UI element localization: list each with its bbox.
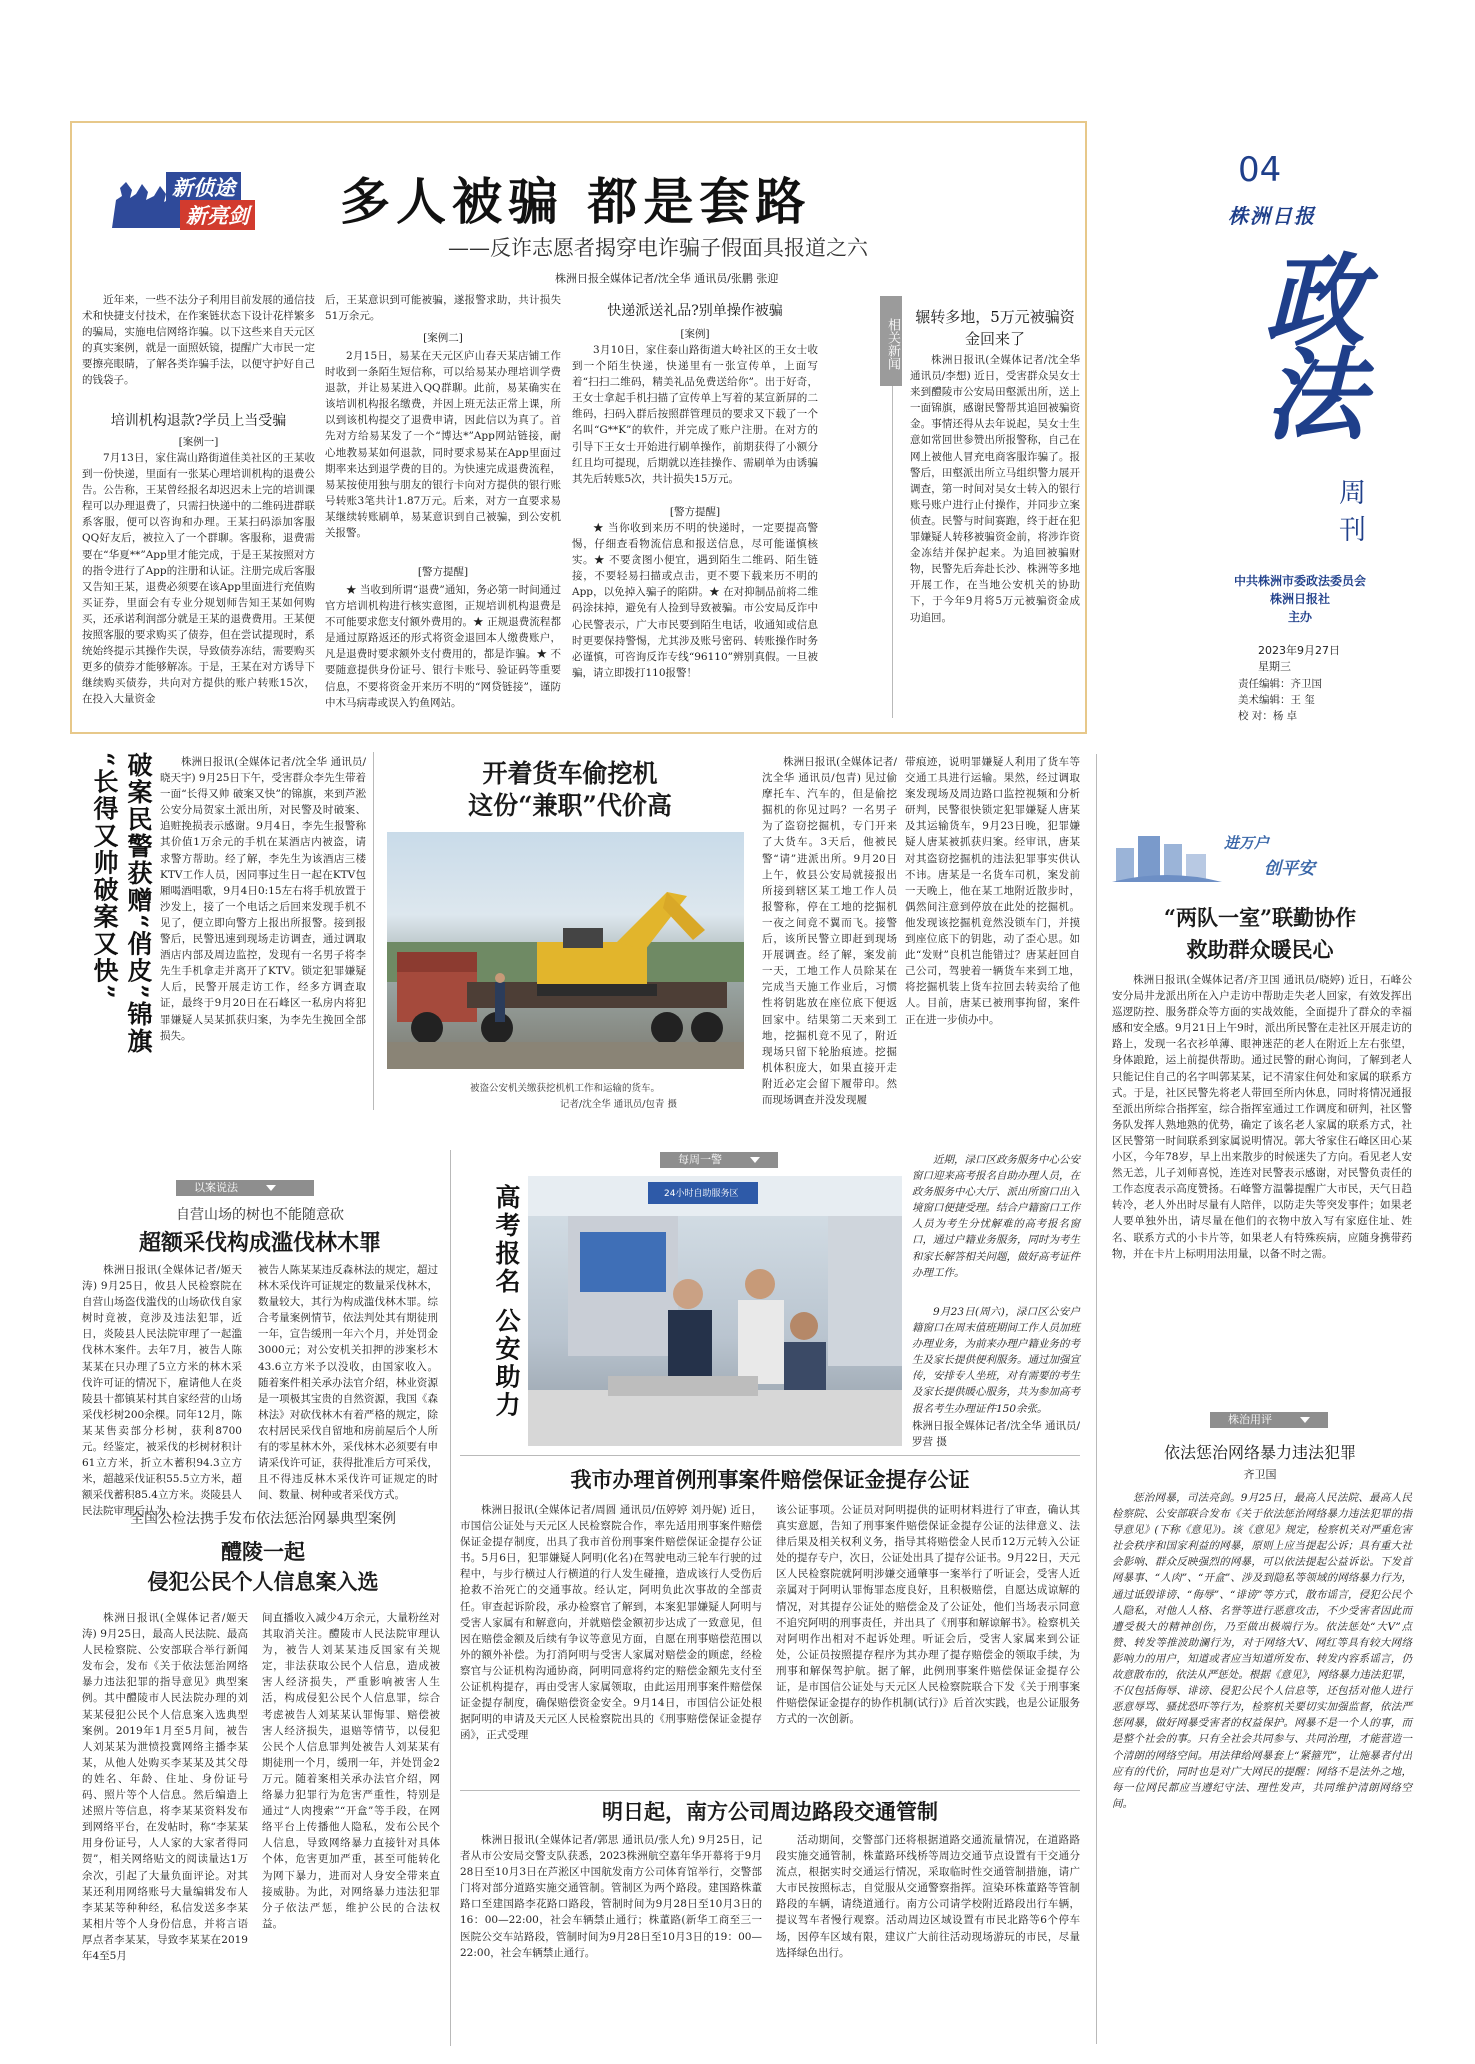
proof-credit: 校 对：杨 卓 (1238, 710, 1298, 722)
sponsor-line1: 中共株洲市委政法委员会 (1233, 574, 1366, 588)
huoche-photo-caption: 被盗公安机关缴获挖机机工作和运输的货车。 (470, 1083, 661, 1094)
baozhengjin-body-col1: 株洲日报讯(全媒体记者/周圆 通讯员/伍婷婷 刘丹妮) 近日，市国信公证处与天元区人民检察院合作，率先适用刑事案件赔偿保证金提存制度，出具了我市首份刑事案件赔偿保证金提存公证书。5月6日，犯罪嫌疑人阿明(化名)在驾驶电动三轮车行驶的过程中，与步行横过人行横道的行人发生碰撞，造成该行人受伤后抢救不治死亡的交通事故。经认定，阿明负此次事故的全部责任。审查起诉阶段，承办检察官了解到，本案犯罪嫌疑人阿明与受害人家属有和解意向，并就赔偿金额初步达成了一致意见，但因在赔偿金额及后续有争议等意见方面，自愿在刑事赔偿范围以外的额外补偿。为打消阿明与受害人家属对赔偿金的顾虑，经检察官与公证机构沟通协商，阿明同意将约定的赔偿金额先支付至公证机构提存，再由受害人家属领取，由此运用刑事案件赔偿保证金提存制度，确保赔偿资金安全。9月14日，市国信公证处根据阿明的申请及天元区人民检察院出具的《刑事赔偿保证金提存函》，正式受理 (460, 1504, 762, 1742)
lower-horizontal-divider (460, 1790, 1080, 1791)
yian-tag (176, 1180, 314, 1196)
sponsor-line3: 主办 (1287, 610, 1312, 624)
lead-col3-body: 3月10日，家住泰山路街道大岭社区的王女士收到一个陌生快递，快递里有一张宣传单，上面写着“扫扫二维码，精美礼品免费送给你”。出于好奇，王女士拿起手机扫描了宣传单上写着的某宣新屏的二维码，扫码入群后按照群管理员的要求又下载了一个名叫“G**K”的软件，并完成了账户注册。在对方的引导下王女士开始进行刷单操作，前期获得了小额分红且均可提现，后期就以连挂操作、需刷单为由诱骗其先后转账5次，共计损失15万元。 (572, 344, 818, 485)
page-number: 04 (1238, 150, 1282, 190)
zhiwang-tag (1210, 1412, 1328, 1428)
pingan-logo (1112, 828, 1412, 884)
lead-col3-tips-label: [警方提醒] (669, 506, 721, 518)
left-column-divider (450, 1150, 451, 2046)
pingan-body: 株洲日报讯(全媒体记者/齐卫国 通讯员/晓婷) 近日，石峰公安分局井龙派出所在入户走访中帮助走失老人回家，有效发挥出巡逻防控、服务群众等方面的实战效能，全面提升了群众的幸福感和安全感。9月21日上午9时，派出所民警在走社区开展走访的路上，发现一名衣衫单薄、眼神迷茫的老人在附近上左右张望，身体踉跄，运上前提供帮助。通过民警的耐心询问，了解到老人只能记住自己的名字叫郭某某，记不清家住何处和家属的联系方式。于是，社区民警先将老人带回至所内休息，同时将情况通报至派出所综合指挥室，综合指挥室通过工作调度和研判，社区警务队发挥人熟地熟的优势，确定了该名老人家属的联系方式，社区民警第一时间联系到家属说明情况。郭大爷家住石峰区田心某小区，今年78岁，早上出来散步的时候迷失了方向。看见老人安然无恙，儿子刘师喜悦，连连对民警表示感谢，对民警负责任的工作态度表示高度赞扬。石峰警方温馨提醒广大市民，天气日趋转冷，老人外出时尽量有人陪伴，以防走失等突发事件；如果老人要单独外出，请尽量在他们的衣物中放入写有家庭住址、姓名、联系方式的小卡片等，如果老人有特殊疾病，应随身携带药物，并在卡片上标明用法用量，以备不时之需。 (1112, 974, 1412, 1260)
series-logo-line2: 新亮剑 (180, 200, 255, 230)
building-icon (1112, 830, 1222, 882)
pingan-title2: 救助群众暖民心 (1186, 937, 1334, 962)
excavator-photo (387, 832, 744, 1069)
huoche-title1: 开着货车偷挖机 (482, 759, 658, 788)
yian-kicker: 自营山场的树也不能随意砍 (176, 1207, 344, 1223)
designer-credit: 美术编辑：王 玺 (1238, 694, 1315, 706)
chevron-down-icon (1300, 1417, 1310, 1423)
issue-weekday: 星期三 (1258, 660, 1291, 673)
gaokao-tag (660, 1152, 778, 1168)
section-title: 政法 (1248, 248, 1366, 436)
lead-col2-continuation: 后，王某意识到可能被骗，遂报警求助，共计损失51万余元。 (325, 294, 561, 323)
jinqi-title: 破案民警获赠“俏皮”锦旗 (124, 752, 153, 1055)
sponsor-line2: 株洲日报社 (1269, 592, 1330, 606)
gaokao-title: 高考报名 公安助力 (492, 1184, 521, 1420)
issue-date: 2023年9月27日 (1258, 644, 1340, 657)
gaokao-tag-label: 每周一警 (678, 1153, 722, 1166)
pingan-logo-line2: 创平安 (1264, 859, 1315, 879)
related-news-title: 辗转多地，5万元被骗资金回来了 (915, 308, 1075, 348)
gaokao-photo-label: 24小时自助服务区 (664, 1189, 739, 1199)
related-news-tag: 相关新闻 (880, 296, 902, 386)
gongyi-title1: 醴陵一起 (221, 1539, 305, 1564)
zhiwang-body: 惩治网暴，司法亮剑。9月25日，最高人民法院、最高人民检察院、公安部联合发布《关于依法惩治网络暴力违法犯罪的指导意见》(下称《意见》)。该《意见》规定，检察机关对严重危害社会秩序和国家利益的网暴，原则上应当提起公诉；具有重大社会影响、群众反映强烈的网暴，可以依法提起公益诉讼。下发首网暴事、“人肉”、“开盒”、涉及到隐私等领域的网络暴力行为，通过诋毁诽谤、“侮辱”、“诽谤”等方式，散布谣言，侵犯公民个人隐私，对他人人格、名誉等进行恶意攻击，不少受害者因此而遭受极大的精神创伤，乃至做出极端行为。依法惩处“大V”点赞、转发等推波助澜行为，对于网络大V、网红等具有较大网络影响力的用户，知道或者应当知道所发布、转发内容系谣言，仍故意散布的，依法从严惩处。根据《意见》，网络暴力违法犯罪，不仅包括侮辱、诽谤、侵犯公民个人信息等，还包括对他人进行恶意辱骂、骚扰恐吓等行为，检察机关要切实加强监督，依法严惩网暴，做好网暴受害者的权益保护。网暴不是一个人的事，而是整个社会的事。只有全社会共同参与、共同治理，才能营造一个清朗的网络空间。用法律给网暴套上“紧箍咒”，让施暴者付出应有的代价，同时也是对广大网民的提醒：网络不是法外之地，每一位网民都应当遵纪守法、理性发声，共同维护清朗网络空间。 (1112, 1492, 1412, 1810)
lead-subtitle: ——反诈志愿者揭穿电诈骗子假面具报道之六 (448, 236, 868, 260)
zhiwang-title: 依法惩治网络暴力违法犯罪 (1163, 1443, 1356, 1462)
lead-col1-heading: 培训机构退款?学员上当受骗 (110, 413, 287, 429)
jinqi-title2: “长得又帅破案又快” (90, 752, 119, 1001)
lead-byline: 株洲日报全媒体记者/沈全华 通讯员/张鹏 张迎 (555, 272, 779, 285)
gaokao-body-1: 近期，渌口区政务服务中心公安窗口迎来高考报名自助办理人员，在政务服务中心大厅、派出所窗口出入境窗口便捷受理。结合户籍窗口工作人员为考生分忧解难的高考报名窗口，通过户籍业务服务，同时为考生和家长解答相关问题，做好高考证件办理工作。 (912, 1154, 1080, 1279)
gongyi-body-col2: 间直播收入减少4万余元，大量粉丝对其取消关注。醴陵市人民法院审理认为，被告人刘某某违反国家有关规定，非法获取公民个人信息，造成被害人经济损失，严重影响被害人生活，构成侵犯公民个人信息罪，综合考虑被告人刘某某认罪悔罪、赔偿被害人经济损失，退赔等情节，以侵犯公民个人信息罪判处被告人刘某某有期徒刑一个月，缓刑一年，并处罚金2万元。随着案相关承办法官介绍，网络暴力犯罪行为危害严重性，特别是通过“人肉搜索”“开盒”等手段，在网络平台上传播他人隐私，发布公民个人信息，导致网络暴力直接针对具体个体，危害更加严重，甚至可能转化为网下暴力，进而对人身安全带来直接威胁。为此，对网络暴力违法犯罪分子依法严惩，维护公民的合法权益。 (262, 1612, 440, 1930)
baozhengjin-body-col2: 该公证事项。公证员对阿明提供的证明材料进行了审查，确认其真实意愿，告知了刑事案件赔偿保证金提存公证的法律意义、法律后果及相关权利义务，指导其将赔偿金人民币12万元转入公证处的提存专户，次日，公证处出具了提存公证书。9月22日，天元区人民检察院就阿明涉嫌交通肇事一案举行了听证会，受害人近亲属对于阿明认罪悔罪态度良好，且积极赔偿，自愿达成谅解的情况，对其提存公证处的赔偿金及了公证处，他们当场表示同意不追究阿明的刑事责任，并出具了《刑事和解谅解书》。检察机关对阿明作出相对不起诉处理。听证会后，受害人家属来到公证处，公证员按照提存程序为其办理了提存赔偿金的领取手续，为刑事和解保驾护航。据了解，此例刑事案件赔偿保证金提存公证，是市国信公证处与天元区人民检察院联合下发《关于刑事案件赔偿保证金提存的协作机制(试行)》后首次实践，也是公证服务方式的一次创新。 (776, 1504, 1080, 1726)
editor-credit: 责任编辑：齐卫国 (1238, 678, 1322, 690)
related-news-divider (892, 386, 893, 718)
jiaotong-body-col1: 株洲日报讯(全媒体记者/郭思 通讯员/张人允) 9月25日，记者从市公安局交警支队获悉，2023株洲航空嘉年华开幕将于9月28日至10月3日在芦淞区中国航发南方公司体育馆举行，交警部门将对部分道路实施交通管制。管制区为两个路段。建国路株董路口至建国路李花路口路段，管制时间为9月28日至10月3日的16：00—22:00，社会车辆禁止通行；株董路(新华工商至三一医院公交车站路段，管制时间为9月28日至10月3日的19：00—22:00，社会车辆禁止通行。 (460, 1834, 762, 1959)
jinqi-divider (373, 752, 374, 1110)
yian-body-col1: 株洲日报讯(全媒体记者/姬天涛) 9月25日，攸县人民检察院在自营山场盗伐滥伐的山场砍伐自家树时竟被，竟涉及违法犯罪，近日，炎陵县人民法院审理了一起滥伐林木案件。去年7月，被告人陈某某在只办理了5立方米的林木采伐许可证的情况下，雇请他人在炎陵县十都镇某村其自家经营的山场采伐杉树200余棵。同年12月，陈某某售卖部分杉树，获利8700元。经鉴定，被采伐的杉树材积计61立方米，折立木蓄积94.3立方米，超越采伐证积55.5立方米，超额采伐蓄积85.4立方米。炎陵县人民法院审理后认为， (82, 1264, 242, 1518)
jiaotong-title: 明日起，南方公司周边路段交通管制 (602, 1799, 938, 1824)
gaokao-photo (528, 1176, 902, 1446)
chevron-down-icon (266, 1185, 276, 1191)
pingan-logo-line1: 进万户 (1224, 834, 1270, 852)
gongyi-kicker: 全国公检法携手发布依法惩治网暴典型案例 (130, 1511, 396, 1527)
chevron-down-icon (750, 1157, 760, 1163)
gongyi-title2: 侵犯公民个人信息案入选 (147, 1569, 379, 1594)
series-logo-line1: 新侦途 (166, 172, 241, 202)
right-column-divider (1096, 754, 1097, 2044)
mid-horizontal-divider (460, 1455, 1080, 1456)
lead-col2-tips-body: ★ 当收到所谓“退费”通知，务必第一时间通过官方培训机构进行核实意图，正规培训机构退费是不可能要求您支付额外费用的。★ 正规退费流程都是通过原路返还的形式将资金退回本人缴费账户，凡是退费时要求额外支付费用的，都是诈骗。★ 不要随意提供身份证号、银行卡账号、验证码等重要信息，不要将资金开来历不明的“网贷链接”，谨防中木马病毒或误入钓鱼网站。 (325, 584, 561, 709)
yian-body-col2: 被告人陈某某违反森林法的规定，超过林木采伐许可证规定的数量采伐林木，数量较大，其行为构成滥伐林木罪。综合考量案例情节，依法判处其有期徒刑一年，宣告缓刑一年六个月，并处罚金3000元；对公安机关扣押的涉案杉木43.6立方米予以没收，由国家收入。随着案件相关承办法官介绍，林业资源是一项极其宝贵的自然资源，我国《森林法》对砍伐林木有着严格的规定，除农村居民采伐自留地和房前屋后个人所有的零星林木外，采伐林木必须要有申请采伐许可证，获得批准后方可采伐，且不得违反林木采伐许可证规定的时间、数量、树种或者采伐方式。 (258, 1264, 438, 1502)
gaokao-byline: 株洲日报全媒体记者/沈全华 通讯员/罗营 摄 (912, 1420, 1080, 1449)
huoche-body-col1: 株洲日报讯(全媒体记者/沈全华 通讯员/包青) 见过偷摩托车、汽车的，但是偷挖掘机的你见过吗？一名男子为了盗窃挖掘机，专门开来了大货车。3天后，他被民警“请”进派出所。9月20日上午，攸县公安局就接报出所接到辖区某工地工作人员报警称，停在工地的挖掘机一夜之间竟不翼而飞。接警后，该所民警立即赶到现场开展调查。经了解，案发前一天，工地工作人员除某在完成当天施工作业后，习惯性将钥匙放在座位底下便返回家中。结果第二天来到工地，挖掘机竟不见了，附近现场只留下轮胎痕迹。挖掘机体积庞大，如果直接开走附近必定会留下履带印。然而现场调查并没发现履 (762, 756, 897, 1106)
pingan-title1: “两队一室”联勤协作 (1163, 905, 1357, 930)
jinqi-body: 株洲日报讯(全媒体记者/沈全华 通讯员/晓天宇) 9月25日下午，受害群众李先生带着一面“长得又帅 破案又快”的锦旗，来到芦淞公安分局贺家土派出所，对民警及时破案、追赃挽损表示感谢。9月4日，李先生报警称其价值1万余元的手机在某酒店内被盗，请求警方帮助。经了解，李先生为该酒店三楼KTV工作人员，因同事过生日一起在KTV包厢喝酒唱歌，9月4日0:15左右将手机放置于沙发上，接了一个电话之后回来发现手机不见了，便立即向警方上报出所报警。接到报警后，民警迅速到现场走访调查，通过调取酒店内部及周边监控，发现有一名男子将李先生手机拿走并离开了KTV。锁定犯罪嫌疑人后，民警开展走访工作，经多方调查取证，最终于9月20日在石峰区一私房内将犯罪嫌疑人吴某抓获归案，为李先生挽回全部损失。 (160, 756, 366, 1042)
zhiwang-byline: 齐卫国 (1243, 1468, 1277, 1481)
lead-title: 多人被骗 都是套路 (340, 172, 812, 231)
yian-title: 超额采伐构成滥伐林木罪 (138, 1230, 381, 1256)
jiaotong-body-col2: 活动期间，交警部门还将根据道路交通流量情况，在道路路段实施交通管制，株董路环线桥等周边交通节点设置有干交通分流点，根据实时交通运行情况，采取临时性交通管制措施，请广大市民按照标志，自觉服从交通警察指挥。渲染环株董路等管制路段的车辆，请绕道通行。南方公司请学校附近路段出行车辆，提议驾车者慢行观察。活动周边区域设置有市民北路等6个停车场，因停车区域有限，建议广大前往活动现场游玩的市民，尽量选择绿色出行。 (776, 1834, 1080, 1959)
huoche-photo-byline: 记者/沈全华 通讯员/包青 摄 (560, 1099, 677, 1110)
series-logo (108, 168, 328, 234)
gongyi-body-col1: 株洲日报讯(全媒体记者/姬天涛) 9月25日，最高人民法院、最高人民检察院、公安部联合举行新闻发布会，发布《关于依法惩治网络暴力违法犯罪的指导意见》典型案例。其中醴陵市人民法院办理的刘某某侵犯公民个人信息案入选典型案例。2019年1月至5月间，被告人刘某某为泄愤投冀网络主播李某某，从他人处购买李某某及其父母的姓名、年龄、住址、身份证号码、照片等个人信息。然后编造上述照片等信息，将李某某资料发布到网络平台，在发帖时，称“李某某用身份证号，人人家的大家者得同贺”，相关网络贴文的阅读量达1万余次，引起了大量负面评论。对其某还利用网络账号大量编辑发布人李某某等种种经，私信发送多李某某相片等个人身份信息，并将言语厚点者李某某，导致李某某在2019年4至5月 (82, 1612, 248, 1962)
baozhengjin-title: 我市办理首例刑事案件赔偿保证金提存公证 (570, 1467, 970, 1492)
section-subtitle: 周刊 (1334, 478, 1365, 552)
lead-col3-heading: 快递派送礼品?别单操作被骗 (607, 303, 783, 319)
zhiwang-tag-label: 株治用评 (1228, 1413, 1272, 1426)
lead-col3-tips-body: ★ 当你收到来历不明的快递时，一定要提高警惕，仔细查看物流信息和报送信息，尽可能谨慎核实。★ 不要贪图小便宜，遇到陌生二维码、陌生链接，不要轻易扫描或点击，更不要下载来历不明的App，以免掉入骗子的陷阱。★ 在对抑制品前将二维码涂抹掉，避免有人捡到导致被骗。市公安局反诈中心民警表示，广大市民要到陌生电话，收通知或信息时更要保持警惕，尤其涉及账号密码、转账操作时务必谨慎，可咨询反诈专线“96110”辨别真假。一旦被骗，请立即拨打110报警！ (572, 522, 818, 679)
related-news-body: 株洲日报讯(全媒体记者/沈全华 通讯员/李想) 近日，受害群众吴女士来到醴陵市公安局田壑派出所，送上一面锦旗，感谢民警帮其追回被骗资金。事情还得从去年说起，吴女士生意如常回世参赞出所报警称，自己在网上被他人冒充电商客服诈骗了。报警后，田壑派出所立马组织警力展开调查，第一时间对吴女士转入的银行账号账户进行止付操作，并同步立案侦查。民警与时间赛跑，终于赶在犯罪嫌疑人转移被骗资金前，将涉诈资金冻结并保护起来。为追回被骗财物，民警先后奔赴长沙、株洲等多地开展工作，在当地公安机关的协助下，于今年9月将5万元被骗资金成功追回。 (910, 354, 1080, 624)
paper-name: 株洲日报 (1228, 204, 1316, 228)
lead-col3-case-label: [案例] (680, 328, 710, 340)
gaokao-body-2: 9月23日(周六)，渌口区公安户籍窗口在周末值班期间工作人员加班办理业务，为前来办理户籍业务的考生及家长提供便利服务。通过加强宣传，安排专人坐班，对有需要的考生及家长提供暖心服务，共为参加高考报名考生办理证件150余张。 (912, 1306, 1080, 1415)
lead-col2-body: 2月15日，易某在天元区庐山春天某店铺工作时收到一条陌生短信称，可以给易某办理培训学费退款，并让易某进入QQ群聊。此前，易某确实在该培训机构报名缴费，并因上班无法正常上课，所以到该机构提交了退费申请，因此信以为真了。首先对方给易某发了一个“博达*”App网站链接，耐心地教易某如何退款，同时要求易某在App里面过期率来达到退学费的目的。为快速完成退费流程，易某按使用独与朋友的银行卡向对方提供的银行账号转账3笔共计1.87万元。后来，对方一直要求易某继续转账刷单，易某意识到自己被骗，到公安机关报警。 (325, 350, 561, 540)
yian-tag-label: 以案说法 (194, 1181, 238, 1194)
lead-col1-case-label: [案例一] (178, 436, 219, 448)
lead-col2-case-label: [案例二] (423, 332, 463, 344)
huoche-body-col2: 带痕迹，说明罪嫌疑人利用了货车等交通工具进行运输。果然，经过调取案发现场及周边路口监控视频和分析研判，民警很快锁定犯罪嫌疑人唐某及其运输货车，9月23日晚，犯罪嫌疑人唐某被抓获归案。经审讯，唐某对其盗窃挖掘机的违法犯罪事实供认不讳。唐某是一名货车司机，案发前一天晚上，他在某工地附近散步时，偶然间注意到停放在此处的挖掘机。他发现该挖掘机竟然没锁车门，并摸到座位底下的钥匙，动了歪心思。如此“发财”良机岂能错过？唐某赶回自己公司，驾驶着一辆货车来到工地，将挖掘机装上货车拉回去转卖给了他人。目前，唐某已被刑事拘留，案件正在进一步侦办中。 (905, 756, 1080, 1026)
lead-col1-intro: 近年来，一些不法分子利用目前发展的通信技术和快捷支付技术，在作案链状态下设计花样繁多的骗局，实施电信网络诈骗。以下这些来自天元区的真实案例，就是一面照妖镜，提醒广大市民一定要擦亮眼睛，了解各类诈骗手法，以便守护好自己的钱袋子。 (82, 294, 315, 387)
huoche-title2: 这份“兼职”代价高 (468, 791, 672, 820)
lead-col2-tips-label: [警方提醒] (417, 566, 469, 578)
lead-col1-body: 7月13日，家住嵩山路街道佳美社区的王某收到一份快递，里面有一张某心理培训机构的退费公告。公告称，王某曾经报名却迟迟未上完的培训课程可以办理退费了，只需扫快递中的二维码进群联系客服，便可以咨询和办理。王某扫码添加客服QQ好友后，被拉入了一个群聊。客服称，退费需要在“华夏**”App里才能完成，于是王某按照对方的指令进行了App的注册和认证。注册完成后客服又告知王某，退费必须要在该App里面进行充值购买证券，里面会有专业分规划师告知王某如何购买，还承诺利润部分就是王某的退费费用。王某便按照客服的要求购买了债券，但在尝试提现时，系统始终提示其操作失误，导致债券冻结，需要购买更多的债券才能够解冻。于是，王某在对方诱导下继续购买债券，共向对方提供的账户转账15次，在投入大量资金 (82, 452, 315, 706)
